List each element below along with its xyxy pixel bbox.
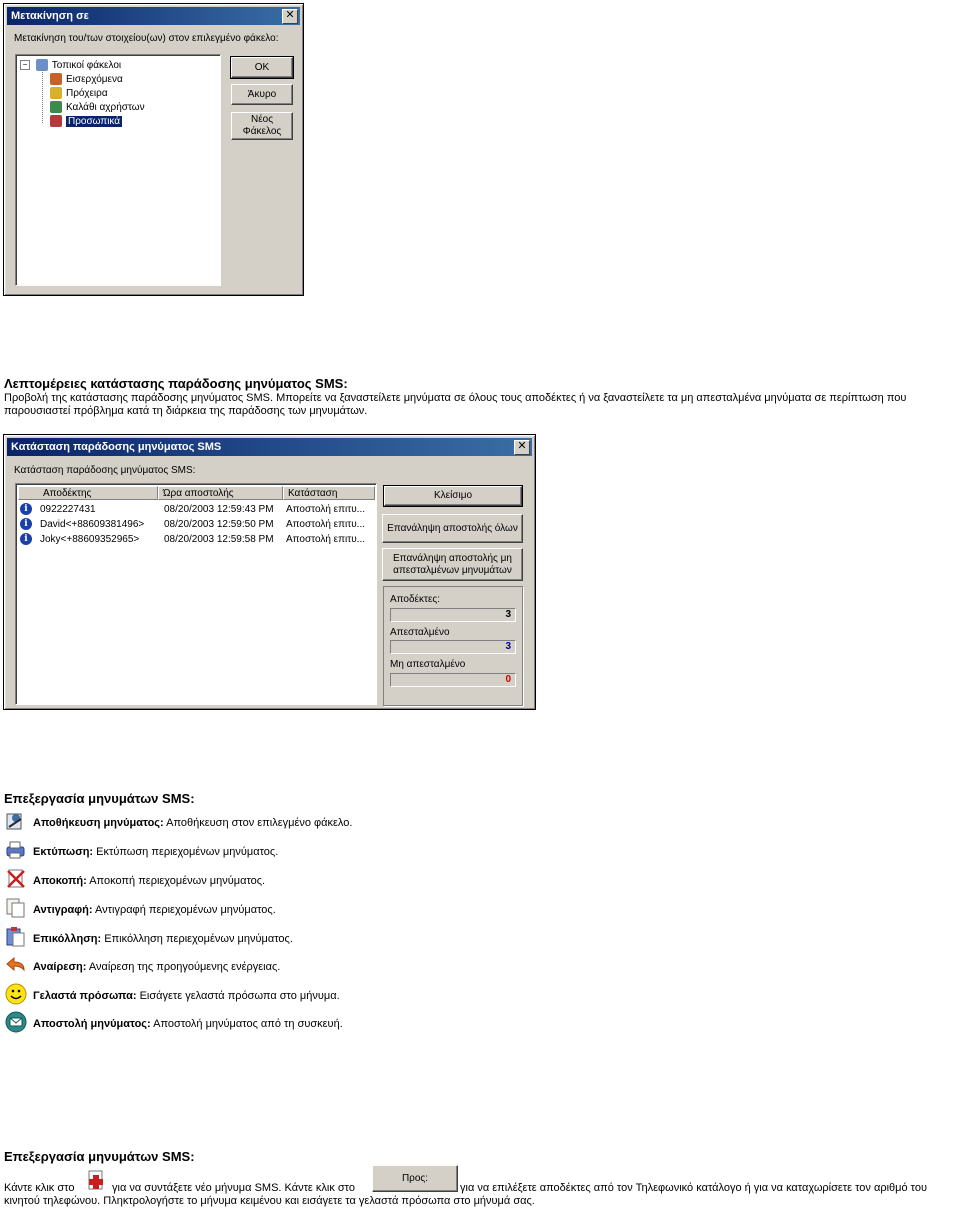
feature-item-cut	[4, 867, 704, 893]
recipient-cell: 0922227431	[40, 504, 96, 515]
tree-label: Εισερχόμενα	[66, 74, 123, 85]
stat-label: Απεσταλμένο	[390, 627, 450, 638]
column-header-status[interactable]: Κατάσταση	[283, 486, 375, 500]
column-header-recipient[interactable]: Αποδέκτης	[18, 486, 158, 500]
status-caption: Κατάσταση παράδοσης μηνύματος SMS:	[14, 465, 196, 476]
stat-label: Μη απεσταλμένο	[390, 659, 466, 670]
time-cell: 08/20/2003 12:59:58 PM	[164, 534, 274, 545]
new-folder-label-1: Νέος	[250, 114, 274, 125]
time-cell: 08/20/2003 12:59:43 PM	[164, 504, 274, 515]
collapse-icon[interactable]: −	[20, 60, 30, 70]
column-header-time[interactable]: Ώρα αποστολής	[158, 486, 283, 500]
unsent-count: 0	[390, 673, 516, 687]
ok-button[interactable]: OK	[231, 57, 293, 78]
tree-node-drafts[interactable]	[50, 87, 108, 101]
feature-name: Γελαστά πρόσωπα:	[33, 990, 137, 1002]
tree-label: Τοπικοί φάκελοι	[51, 60, 122, 71]
feature-desc: Αντιγραφή περιεχομένων μηνύματος.	[95, 904, 276, 916]
feature-item-copy	[4, 896, 704, 922]
time-cell: 08/20/2003 12:59:50 PM	[164, 519, 274, 530]
dialog-title-bar	[7, 7, 300, 25]
instructions-line-1	[4, 1164, 960, 1194]
resend-unsent-button[interactable]	[382, 548, 523, 581]
feature-desc: Εισάγετε γελαστά πρόσωπα στο μήνυμα.	[139, 990, 340, 1002]
status-cell: Αποστολή επιτυ...	[286, 519, 366, 530]
feature-desc: Αποθήκευση στον επιλεγμένο φάκελο.	[166, 817, 353, 829]
close-icon[interactable]: ✕	[514, 440, 530, 455]
inbox-icon	[50, 73, 62, 85]
to-button[interactable]: Προς:	[372, 1165, 458, 1192]
dialog-title: Κατάσταση παράδοσης μηνύματος SMS	[11, 441, 222, 453]
recipient-list[interactable]	[15, 483, 377, 705]
feature-desc: Αναίρεση της προηγούμενης ενέργειας.	[88, 961, 281, 973]
stats-group	[383, 586, 523, 706]
sent-count: 3	[390, 640, 516, 654]
dialog-title-bar	[7, 438, 532, 456]
feature-name: Αποστολή μηνύματος:	[33, 1018, 151, 1030]
info-icon: i	[20, 503, 32, 515]
instruction-text: για να συντάξετε νέο μήνυμα SMS. Κάντε κλικ στο	[112, 1182, 355, 1194]
paste-icon	[4, 925, 28, 949]
resend-all-button[interactable]: Επανάληψη αποστολής όλων	[382, 514, 523, 543]
send-icon	[4, 1010, 28, 1034]
new-folder-button[interactable]	[231, 112, 293, 140]
save-icon	[4, 809, 28, 833]
feature-item-paste	[4, 925, 704, 951]
table-row[interactable]	[18, 532, 374, 547]
cut-icon	[4, 867, 28, 891]
feature-item-send	[4, 1010, 704, 1036]
tree-label: Προσωπικά	[68, 116, 121, 127]
feature-name: Αποθήκευση μηνύματος:	[33, 817, 164, 829]
tree-node-personal[interactable]	[50, 115, 122, 129]
new-message-icon	[84, 1168, 108, 1192]
info-icon: i	[20, 533, 32, 545]
instruction-text: Κάντε κλικ στο	[4, 1182, 75, 1194]
copy-icon	[4, 896, 28, 920]
recipients-count: 3	[390, 608, 516, 622]
print-icon	[4, 838, 28, 862]
cancel-button[interactable]: Άκυρο	[231, 84, 293, 105]
feature-item-save	[4, 809, 704, 835]
move-to-dialog	[3, 3, 304, 296]
table-row[interactable]	[18, 502, 374, 517]
trash-icon	[50, 101, 62, 113]
personal-folder-icon	[50, 115, 62, 127]
section-heading: Λεπτομέρειες κατάστασης παράδοσης μηνύματος SMS:	[4, 376, 348, 391]
recipient-cell: David<+88609381496>	[40, 519, 145, 530]
feature-name: Εκτύπωση:	[33, 846, 94, 858]
feature-name: Αντιγραφή:	[33, 904, 93, 916]
dialog-title: Μετακίνηση σε	[11, 10, 89, 22]
tree-node-trash[interactable]	[50, 101, 145, 115]
feature-name: Αναίρεση:	[33, 961, 87, 973]
tree-label: Πρόχειρα	[66, 88, 108, 99]
feature-desc: Εκτύπωση περιεχομένων μηνύματος.	[96, 846, 279, 858]
instruction-text: για να επιλέξετε αποδέκτες από τον Τηλεφωνικό κατάλογο ή για να καταχωρίσετε τον αριθμό του	[460, 1182, 927, 1194]
section-heading: Επεξεργασία μηνυμάτων SMS:	[4, 1149, 195, 1164]
feature-name: Αποκοπή:	[33, 875, 87, 887]
status-cell: Αποστολή επιτυ...	[286, 504, 366, 515]
feature-item-print	[4, 838, 704, 864]
instruction-text: κινητού τηλεφώνου. Πληκτρολογήστε το μήνυμα κειμένου και εισάγετε τα γελαστά πρόσωπα στο μήνυμά σας.	[4, 1195, 535, 1207]
recipient-cell: Joky<+88609352965>	[40, 534, 140, 545]
delivery-status-dialog	[3, 434, 536, 710]
close-button[interactable]: Κλείσιμο	[384, 486, 522, 506]
drafts-icon	[50, 87, 62, 99]
tree-node-inbox[interactable]	[50, 73, 123, 87]
smiley-icon	[4, 982, 28, 1006]
status-cell: Αποστολή επιτυ...	[286, 534, 366, 545]
close-icon[interactable]: ✕	[282, 9, 298, 24]
table-row[interactable]	[18, 517, 374, 532]
undo-icon	[4, 953, 28, 977]
section-body: Προβολή της κατάστασης παράδοσης μηνύματος SMS. Μπορείτε να ξαναστείλετε μηνύματα σε όλους τους αποδέκτες ή να ξαναστείλετε τα μη απεσταλμένα μηνύματα σε περίπτωση που παρουσιαστεί πρόβλημα κατά τη διάρκεια της παράδοσης των μηνυμάτων.	[4, 392, 907, 417]
feature-desc: Αποκοπή περιεχομένων μηνύματος.	[89, 875, 266, 887]
new-folder-label-2: Φάκελος	[242, 126, 282, 137]
tree-label: Καλάθι αχρήστων	[66, 102, 145, 113]
feature-desc: Επικόλληση περιεχομένων μηνύματος.	[104, 933, 293, 945]
move-prompt: Μετακίνηση του/των στοιχείου(ων) στον επιλεγμένο φάκελο:	[14, 33, 279, 44]
info-icon: i	[20, 518, 32, 530]
folder-tree[interactable]	[15, 54, 221, 286]
section-heading: Επεξεργασία μηνυμάτων SMS:	[4, 791, 195, 806]
feature-desc: Αποστολή μηνύματος από τη συσκευή.	[153, 1018, 343, 1030]
resend-unsent-label-1: Επανάληψη αποστολής μη	[393, 552, 512, 564]
feature-name: Επικόλληση:	[33, 933, 102, 945]
tree-line	[42, 69, 44, 123]
feature-item-undo	[4, 953, 704, 979]
stat-label: Αποδέκτες:	[390, 594, 441, 605]
tree-node-local-folders[interactable]	[20, 59, 121, 73]
feature-item-smiley	[4, 982, 704, 1008]
resend-unsent-label-2: απεσταλμένων μηνυμάτων	[393, 564, 512, 576]
